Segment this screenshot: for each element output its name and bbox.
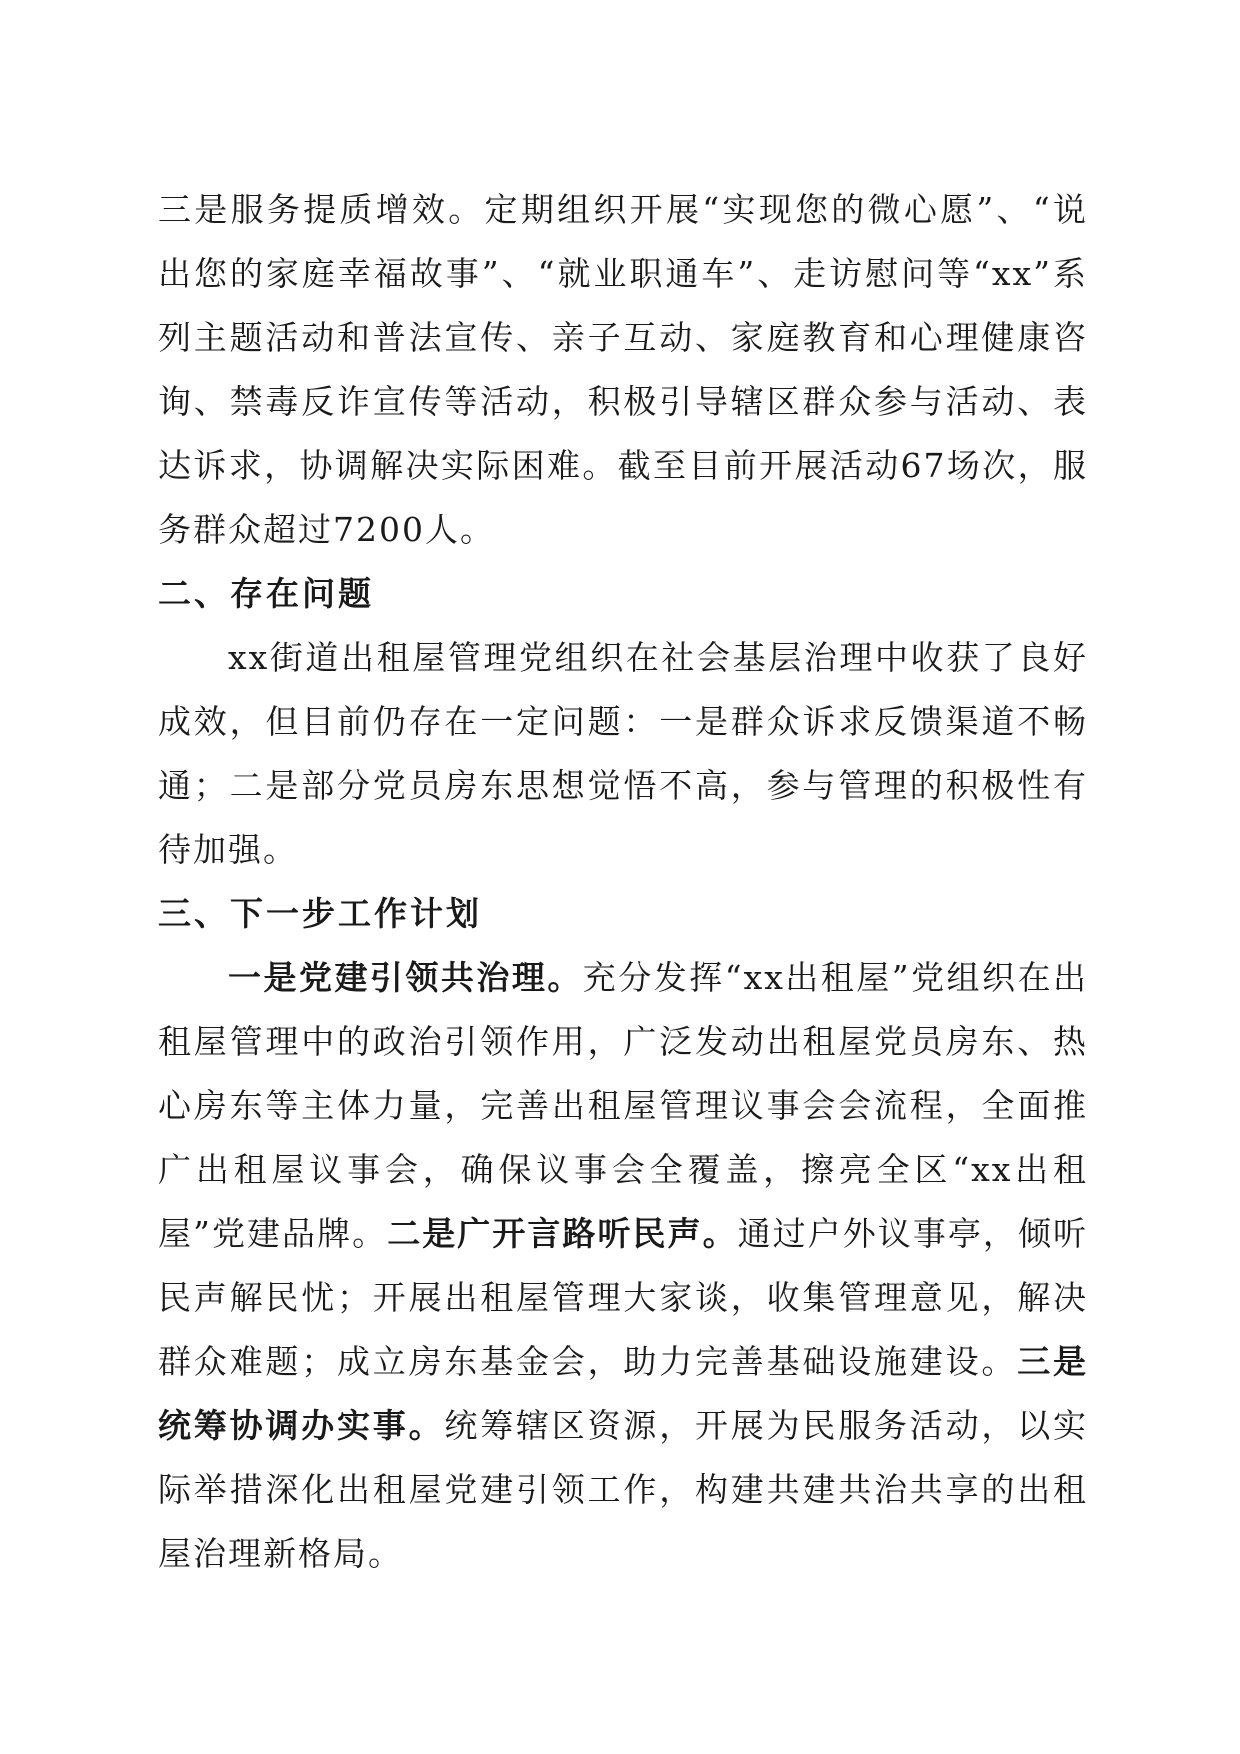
paragraph-service-quality: 三是服务提质增效。定期组织开展“实现您的微心愿”、“说出您的家庭幸福故事”、“就业职通车”、走访慰问等“xx”系列主题活动和普法宣传、亲子互动、家庭教育和心理健康咨询、禁毒反诈宣传等活动，积极引导辖区群众参与活动、表达诉求，协调解决实际困难。截至目前开展活动67场次，服务群众超过7200人。 <box>158 190 1088 549</box>
plan-3-title: 三是统筹协调办实事。 <box>158 1342 1089 1445</box>
plan-2-title: 二是广开言路听民声。 <box>387 1214 738 1253</box>
paragraph-work-plan <box>158 946 1088 1586</box>
heading-existing-problems: 二、存在问题 <box>158 574 374 613</box>
plan-2-text: 通过户外议事亭，倾听民声解民忧；开展出租屋管理大家谈，收集管理意见，解决群众难题；成立房东基金会，助力完善基础设施建设。 <box>158 1214 1089 1381</box>
heading-next-steps: 三、下一步工作计划 <box>158 894 482 933</box>
plan-3-text: 统筹辖区资源，开展为民服务活动，以实际举措深化出租屋党建引领工作，构建共建共治共享的出租屋治理新格局。 <box>158 1406 1089 1573</box>
document-page <box>158 178 1088 1586</box>
plan-1-title: 一是党建引领共治理。 <box>228 958 583 997</box>
plan-1-text: 充分发挥“xx出租屋”党组织在出租屋管理中的政治引领作用，广泛发动出租屋党员房东、热心房东等主体力量，完善出租屋管理议事会会流程，全面推广出租屋议事会，确保议事会全覆盖，擦亮全区“xx出租屋”党建品牌。 <box>158 958 1088 1253</box>
paragraph-problems: xx街道出租屋管理党组织在社会基层治理中收获了良好成效，但目前仍存在一定问题：一是群众诉求反馈渠道不畅通；二是部分党员房东思想觉悟不高，参与管理的积极性有待加强。 <box>158 638 1088 869</box>
